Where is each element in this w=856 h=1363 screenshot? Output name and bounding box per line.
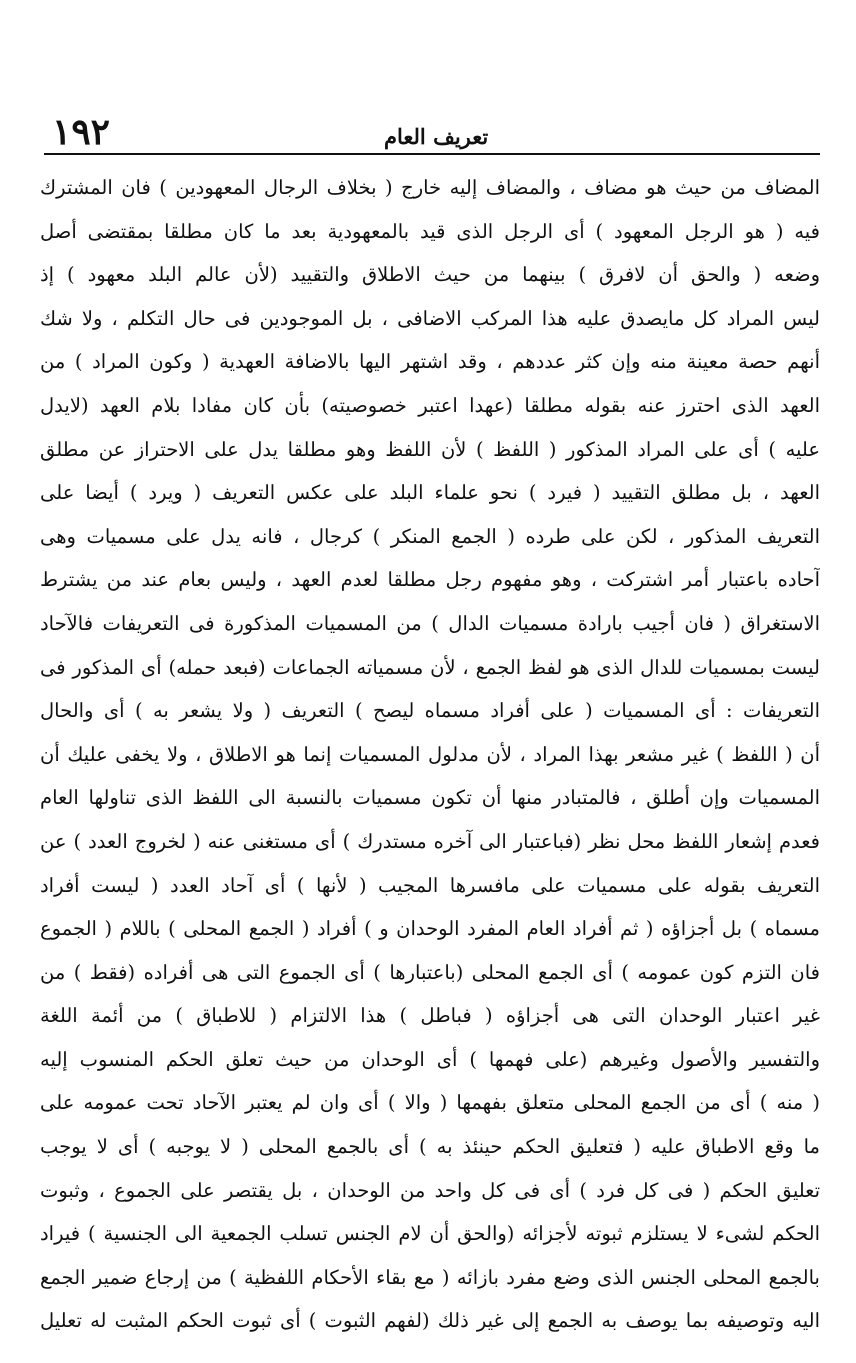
text-line: التعريفات : أى المسميات ( على أفراد مسماه ليصح ) التعريف ( ولا يشعر به ) أى والحال	[40, 699, 820, 723]
text-line: ليس المراد كل مايصدق عليه هذا المركب الاضافى ، بل الموجودين فى حال التكلم ، ولا شك	[40, 306, 820, 330]
text-line: أنهم حصة معينة منه وإن كثر عددهم ، وقد اشتهر اليها بالاضافة العهدية ( وكون المراد ) من	[40, 350, 820, 374]
body-text	[40, 166, 820, 1343]
page-number: ١٩٢	[52, 111, 111, 153]
page-header	[44, 112, 820, 152]
text-line: الحكم لشىء لا يستلزم ثبوته لأجزائه (والحق أن لام الجنس تسلب الجمعية الى الجنسية ) فيراد	[40, 1222, 820, 1246]
text-line: فعدم إشعار اللفظ محل نظر (فباعتبار الى آخره مستدرك ) أى مستغنى عنه ( لخروج العدد ) عن	[40, 829, 820, 853]
running-title: تعريف العام	[384, 124, 489, 149]
text-line: ما وقع الاطباق عليه ( فتعليق الحكم حينئذ به ) أى بالجمع المحلى ( لا يوجبه ) أى لا يوجب	[40, 1135, 820, 1159]
text-line: العهد الذى احترز عنه بقوله مطلقا (عهدا اعتبر خصوصيته) بأن كان مفادا بلام العهد (لايدل	[40, 393, 820, 417]
text-line: فان التزم كون عمومه ) أى الجمع المحلى (باعتبارها ) أى الجموع التى هى أفراده (فقط ) من	[40, 960, 820, 984]
text-line: وضعه ( والحق أن لافرق ) بينهما من حيث الاطلاق والتقييد (لأن عالم البلد معهود ) إذ	[40, 263, 820, 287]
text-line: العهد ، بل مطلق التقييد ( فيرد ) نحو علماء البلد على عكس التعريف ( ويرد ) أيضا على	[40, 481, 820, 505]
text-line: ليست بمسميات للدال الذى هو لفظ الجمع ، لأن مسمياته الجماعات (فبعد حمله) أى المذكور فى	[40, 655, 820, 679]
text-line: المضاف من حيث هو مضاف ، والمضاف إليه خارج ( بخلاف الرجال المعهودين ) فان المشترك	[40, 176, 820, 199]
text-line: مسماه ) بل أجزاؤه ( ثم أفراد العام المفرد الوحدان و ) أفراد ( الجمع المحلى ) باللام ( الجموع	[40, 917, 820, 941]
text-line: والتفسير والأصول وغيرهم (على فهمها ) أى الوحدان من حيث تعلق الحكم المنسوب إليه	[40, 1047, 820, 1071]
text-line: غير اعتبار الوحدان التى هى أجزاؤه ( فباطل ) هذا الالتزام ( للاطباق ) من أئمة اللغة	[40, 1004, 820, 1028]
text-line: بالجمع المحلى الجنس الذى وضع مفرد بازائه ( مع بقاء الأحكام اللفظية ) من إرجاع ضمير الجمع	[40, 1265, 820, 1289]
text-line: اليه وتوصيفه بما يوصف به الجمع إلى غير ذلك (لفهم الثبوت ) أى ثبوت الحكم المثبت له تعليل	[40, 1309, 820, 1333]
header-rule	[44, 153, 820, 155]
text-line: فيه ( هو الرجل المعهود ) أى الرجل الذى قيد بالمعهودية بعد ما كان مطلقا بمقتضى أصل	[40, 219, 820, 243]
text-line: الاستغراق ( فان أجيب بارادة مسميات الدال ) من المسميات المذكورة فى التعريفات فالآحاد	[40, 611, 820, 635]
text-line: ( منه ) أى من الجمع المحلى متعلق بفهمها ( والا ) أى وان لم يعتبر الآحاد تحت عمومه على	[40, 1091, 820, 1115]
text-line: التعريف بقوله على مسميات على مافسرها المجيب ( لأنها ) أى آحاد العدد ( ليست أفراد	[40, 873, 820, 897]
text-line: المسميات وإن أطلق ، فالمتبادر منها أن تكون مسميات بالنسبة الى اللفظ الذى تناولها العام	[40, 786, 820, 810]
text-line: أن ( اللفظ ) غير مشعر بهذا المراد ، لأن مدلول المسميات إنما هو الاطلاق ، ولا يخفى عليك أن	[40, 742, 820, 766]
text-line: تعليق الحكم ( فى كل فرد ) أى فى كل واحد من الوحدان ، بل يقتصر على الجموع ، وثبوت	[40, 1178, 820, 1202]
text-line: عليه ) أى على المراد المذكور ( اللفظ ) لأن اللفظ وهو مطلقا يدل على الاحتراز عن مطلق	[40, 437, 820, 461]
text-line: آحاده باعتبار أمر اشتركت ، وهو مفهوم رجل مطلقا لعدم العهد ، وليس بعام عند من يشترط	[40, 568, 820, 592]
text-line: التعريف المذكور ، لكن على طرده ( الجمع المنكر ) كرجال ، فانه يدل على مسميات وهى	[40, 524, 820, 548]
